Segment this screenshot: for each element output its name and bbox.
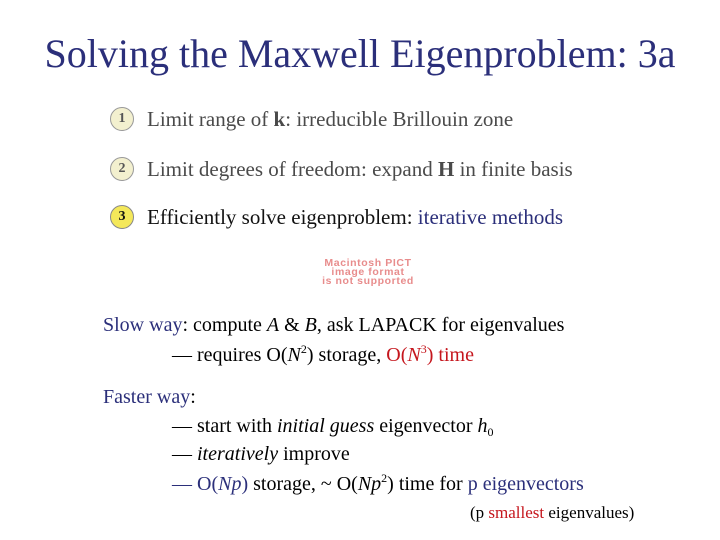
faster-way-line-3: — O(Np) storage, ~ O(Np$^2$) time for p eigenvectors [172, 471, 584, 495]
step-text: Efficiently solve eigenproblem: iterative methods [147, 204, 564, 229]
faster-way-line-1: — start with initial guess eigenvector $h_0$ [172, 415, 494, 439]
step-2 [110, 154, 573, 184]
step-number-badge: 2 [110, 157, 134, 181]
faster-way-heading: Faster way: [103, 386, 196, 408]
slow-way-line-1: Slow way: compute A & B, ask LAPACK for eigenvalues [103, 314, 565, 336]
faster-way-line-2: — iteratively improve [172, 443, 350, 465]
step-1 [110, 104, 513, 134]
step-text: Limit range of k: irreducible Brillouin zone [147, 106, 514, 131]
unsupported-image-placeholder: Macintosh PICT image format is not supported [322, 257, 414, 287]
step-number-badge: 3 [110, 205, 134, 229]
footnote: (p smallest eigenvalues) [470, 503, 635, 522]
step-text: Limit degrees of freedom: expand H in finite basis [147, 156, 573, 181]
step-3 [110, 202, 563, 232]
step-number-badge: 1 [110, 107, 134, 131]
slow-way-line-2: — requires $O(N^2)$ storage, $O(N^3)$ time [172, 342, 474, 366]
slide-title: Solving the Maxwell Eigenproblem: 3a [44, 31, 676, 76]
